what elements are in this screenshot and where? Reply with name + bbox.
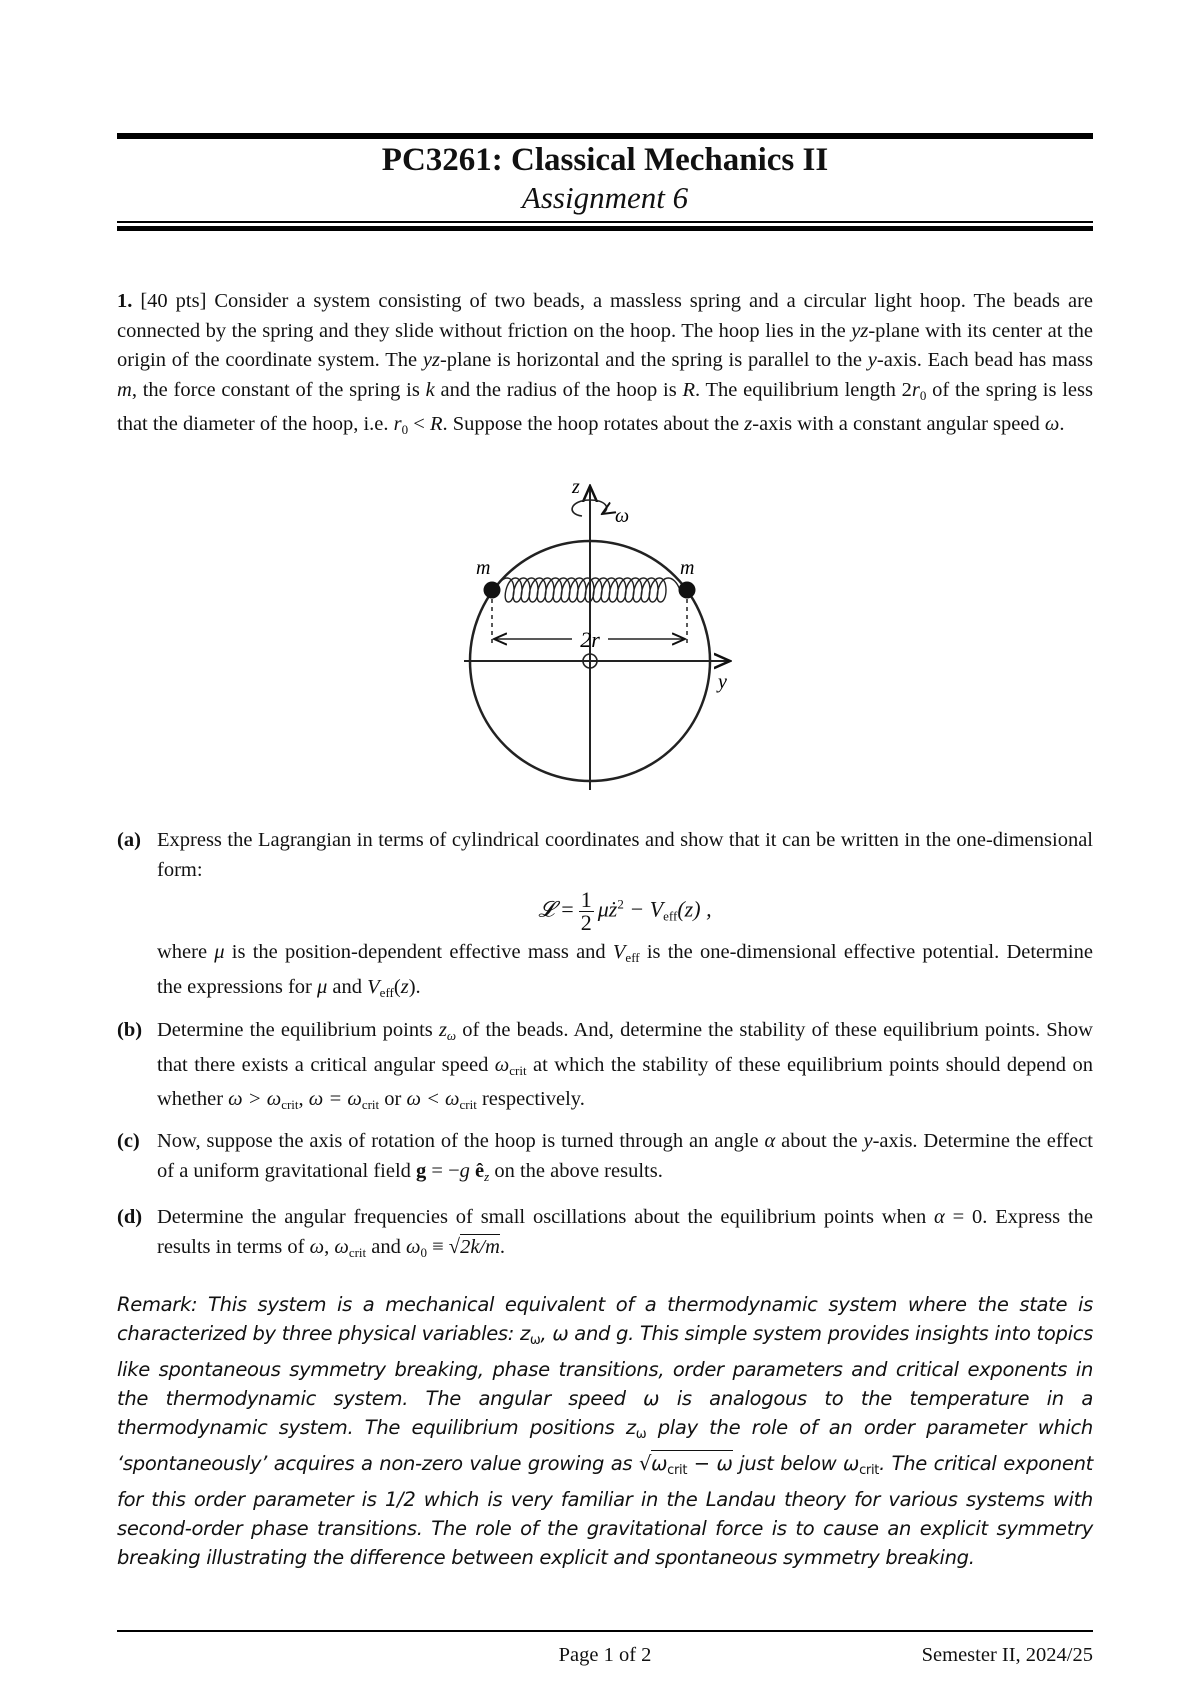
intro-text: , the force constant of the spring is <box>131 378 426 401</box>
inequality: ω < ω <box>406 1088 460 1110</box>
text: − ω <box>687 1452 733 1475</box>
var-yz: yz <box>422 349 440 371</box>
z-axis-label: z <box>572 478 580 498</box>
intro-text: -axis with a constant angular speed <box>752 413 1045 435</box>
intro-text: [40 pts] Consider a system consisting of two beads, a massless spring and a circular light hoop. The beads are connected by the spring and they slide without friction on the hoop. The hoop lies in the <box>117 290 1093 342</box>
text: ≡ <box>426 1235 449 1258</box>
subscript: crit <box>281 1097 299 1112</box>
var-r: r <box>393 413 402 435</box>
hoop-diagram <box>440 478 760 798</box>
subscript: z <box>484 1168 490 1184</box>
part-a-text: Express the Lagrangian in terms of cylindrical coordinates and show that it can be written in the one-dimensional form: <box>157 829 1093 881</box>
text: just below ω <box>732 1452 860 1475</box>
bead-right-label: m <box>680 557 695 579</box>
var-omega: ω <box>651 1452 668 1475</box>
subscript: eff <box>379 984 394 1000</box>
frac-den: 2 <box>580 910 592 935</box>
subscript: crit <box>348 1244 367 1260</box>
omega-label: ω <box>615 505 630 527</box>
text: ). <box>408 975 421 998</box>
inequality: ω = ω <box>308 1088 362 1110</box>
superscript: 2 <box>617 896 624 912</box>
footer-rule <box>117 1630 1093 1632</box>
intro-text: -axis. Each bead has mass <box>876 349 1093 371</box>
var-m: m <box>117 378 132 401</box>
part-d <box>117 1203 1093 1267</box>
var-mu: μ <box>214 941 225 963</box>
text: Determine the angular frequencies of small oscillations about the equilibrium points when <box>157 1206 935 1228</box>
var-z: z <box>519 1322 530 1345</box>
intro-text: . Suppose the hoop rotates about the <box>442 413 745 435</box>
subscript: ω <box>529 1333 541 1348</box>
fraction <box>579 889 594 934</box>
part-b-label: (b) <box>117 1019 143 1041</box>
intro-text: < <box>408 413 430 435</box>
eq-term: μż <box>597 896 618 922</box>
var-alpha: α <box>764 1130 776 1152</box>
var-y: y <box>863 1130 873 1152</box>
sqrt-sign: √ <box>638 1452 652 1475</box>
var-omega: ω <box>494 1053 510 1076</box>
intro-text: . The equilibrium length 2 <box>694 378 912 401</box>
text: = 0. Express the results in terms of <box>157 1206 1093 1258</box>
text: and <box>327 975 368 998</box>
var-z: z <box>744 413 753 435</box>
intro-text: -plane with its center at the origin of the coordinate system. The <box>117 319 1093 371</box>
text: is the position-dependent effective mass and <box>224 941 613 963</box>
subscript: crit <box>859 1463 880 1478</box>
intro-text: and the radius of the hoop is <box>434 378 683 401</box>
var-R: R <box>682 378 695 401</box>
subscript: eff <box>625 950 640 965</box>
var-r: r <box>911 378 920 401</box>
part-a-label: (a) <box>117 829 141 851</box>
part-a-text2 <box>157 938 1093 1007</box>
header-rule-thin <box>117 221 1093 223</box>
subscript: ω <box>446 1028 457 1043</box>
page-number: Page 1 of 2 <box>558 1644 652 1666</box>
semester-label: Semester II, 2024/25 <box>921 1644 1093 1666</box>
text: , <box>324 1235 335 1258</box>
var-V: V <box>367 975 380 998</box>
text: = − <box>426 1159 460 1182</box>
remark <box>117 1290 1093 1572</box>
text: Now, suppose the axis of rotation of the hoop is turned through an angle <box>157 1130 765 1152</box>
bead-right <box>679 582 696 599</box>
lagrangian-equation <box>157 889 1093 934</box>
frac-num: 1 <box>580 887 592 912</box>
subscript: crit <box>667 1463 688 1478</box>
text: . The critical exponent for this order parameter is 1/2 which is very familiar in the Landau theory for various systems with second-order phase transitions. The role of the gravitational force is to cause an explicit symmetry breaking illustrating the difference between explicit and spontaneous symmetry breaking. <box>117 1452 1094 1569</box>
part-d-label: (d) <box>117 1206 143 1228</box>
intro-text: . <box>1059 413 1065 435</box>
intro-text: of the spring is less that the diameter of the hoop, i.e. <box>117 378 1093 435</box>
subscript: 0 <box>420 1244 427 1260</box>
var-V: V <box>612 941 626 963</box>
subscript: eff <box>663 908 678 924</box>
part-b-text <box>157 1016 1093 1120</box>
text: Remark: This system is a mechanical equivalent of a thermodynamic system where the state is characterized by three physical variables: <box>117 1293 1093 1345</box>
part-b <box>117 1016 1093 1120</box>
var-z: z <box>400 975 409 998</box>
subscript: ω <box>635 1427 647 1442</box>
inequality: ω > ω <box>228 1088 282 1110</box>
part-c <box>117 1127 1093 1191</box>
text: and <box>366 1235 406 1258</box>
text: -axis. Determine the effect of a uniform gravitational field <box>157 1130 1093 1182</box>
var-omega: ω <box>334 1235 349 1258</box>
text: play the role of an order parameter which ‘spontaneously’ acquires a non-zero value growing as <box>117 1416 1093 1475</box>
text: Determine the equilibrium points <box>157 1019 439 1041</box>
text: , <box>298 1088 309 1110</box>
text: or <box>379 1088 407 1110</box>
text: at which the stability of these equilibrium points should depend on whether <box>157 1053 1093 1110</box>
var-yz: yz <box>851 319 869 342</box>
var-k: k <box>425 378 435 401</box>
part-a <box>117 826 1093 1007</box>
var-alpha: α <box>934 1206 945 1228</box>
text: on the above results. <box>489 1159 663 1182</box>
eq-L: 𝓛 = <box>538 896 575 922</box>
subscript: crit <box>509 1062 527 1078</box>
bead-left-label: m <box>476 557 491 579</box>
subscript: crit <box>459 1097 477 1112</box>
spring-length-label: 2r <box>580 627 600 652</box>
spring <box>495 578 680 602</box>
text: of the beads. And, determine the stability of these equilibrium points. Show that there exists a critical angular speed <box>157 1019 1093 1076</box>
var-g-vector: g <box>416 1159 427 1182</box>
part-d-text <box>157 1203 1093 1267</box>
part-c-label: (c) <box>117 1130 140 1152</box>
text: , ω and g. This simple system provides insights into topics like spontaneous symmetry breaking, phase transitions, order parameters and critical exponents in the thermodynamic system. The angular speed ω is analogous to the temperature in a thermodynamic system. The equilibrium positions <box>117 1322 1093 1439</box>
page-title: PC3261: Classical Mechanics II <box>381 142 829 178</box>
text: where <box>157 941 215 963</box>
subscript: 0 <box>919 387 927 403</box>
intro-text: -plane is horizontal and the spring is parallel to the <box>439 349 868 371</box>
var-R: R <box>429 413 443 435</box>
text: about the <box>775 1130 864 1152</box>
problem-number: 1. <box>117 290 133 312</box>
var-z: z <box>438 1019 447 1041</box>
var-y: y <box>867 349 877 371</box>
page-subtitle: Assignment 6 <box>521 180 689 215</box>
var-z: z <box>625 1416 636 1439</box>
sqrt-radicand: 2k/m <box>460 1235 500 1258</box>
var-omega: ω <box>1044 413 1060 435</box>
var-omega: ω <box>406 1235 421 1258</box>
text: is the one-dimensional effective potential. Determine the expressions for <box>157 941 1093 998</box>
problem-intro <box>117 287 1093 445</box>
top-rule <box>117 133 1093 139</box>
subscript: 0 <box>401 422 409 437</box>
sqrt-sign: √ <box>448 1235 461 1258</box>
part-c-text <box>157 1127 1093 1191</box>
subscript: crit <box>361 1097 380 1112</box>
text: respectively. <box>476 1088 585 1110</box>
unit-vector: ê <box>469 1159 485 1182</box>
eq-term: (z) , <box>677 896 712 922</box>
text: . <box>499 1235 506 1258</box>
bead-left <box>484 582 501 599</box>
y-axis-label: y <box>718 671 727 693</box>
sqrt-radicand <box>651 1450 733 1478</box>
eq-term: − V <box>623 896 664 922</box>
var-mu: μ <box>316 975 328 998</box>
text: ( <box>393 975 401 998</box>
header-rule-thick <box>117 226 1093 231</box>
var-omega: ω <box>309 1235 325 1258</box>
var-g: g <box>459 1159 470 1182</box>
